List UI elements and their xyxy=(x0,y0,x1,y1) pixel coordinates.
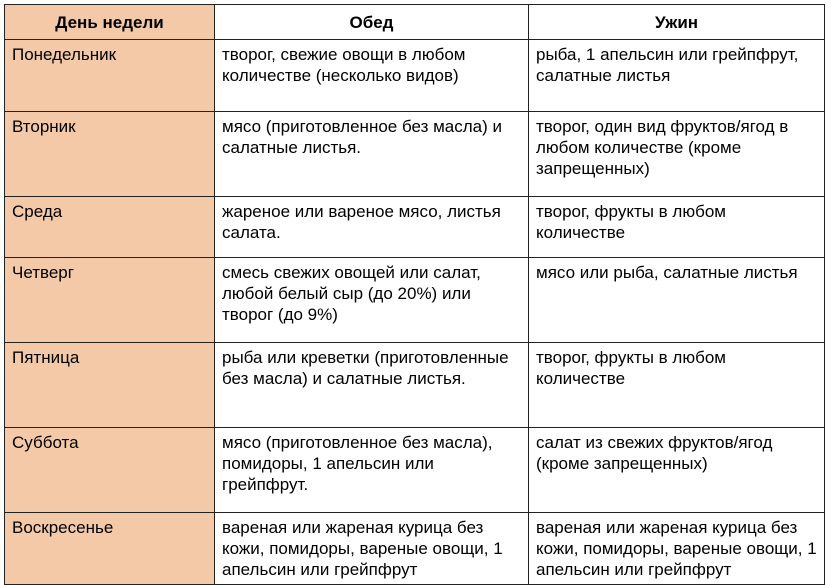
table-header-row xyxy=(5,5,825,40)
dinner-cell: творог, фрукты в любом количестве xyxy=(529,343,825,428)
dinner-cell: салат из свежих фруктов/ягод (кроме запрещенных) xyxy=(529,428,825,513)
dinner-cell: рыба, 1 апельсин или грейпфрут, салатные листья xyxy=(529,40,825,112)
table-row xyxy=(5,513,825,585)
day-cell: Четверг xyxy=(5,258,215,343)
header-lunch: Обед xyxy=(215,5,529,40)
table-row xyxy=(5,428,825,513)
day-cell: Пятница xyxy=(5,343,215,428)
lunch-cell: жареное или вареное мясо, листья салата. xyxy=(215,197,529,258)
lunch-cell: вареная или жареная курица без кожи, помидоры, вареные овощи, 1 апельсин или грейпфрут xyxy=(215,513,529,585)
dinner-cell: творог, фрукты в любом количестве xyxy=(529,197,825,258)
lunch-cell: мясо (приготовленное без масла) и салатные листья. xyxy=(215,112,529,197)
dinner-cell: мясо или рыба, салатные листья xyxy=(529,258,825,343)
day-cell: Суббота xyxy=(5,428,215,513)
day-cell: Вторник xyxy=(5,112,215,197)
dinner-cell: творог, один вид фруктов/ягод в любом количестве (кроме запрещенных) xyxy=(529,112,825,197)
day-cell: Среда xyxy=(5,197,215,258)
lunch-cell: смесь свежих овощей или салат, любой белый сыр (до 20%) или творог (до 9%) xyxy=(215,258,529,343)
lunch-cell: рыба или креветки (приготовленные без масла) и салатные листья. xyxy=(215,343,529,428)
diet-menu-table xyxy=(4,4,825,585)
lunch-cell: мясо (приготовленное без масла), помидоры, 1 апельсин или грейпфрут. xyxy=(215,428,529,513)
table-row xyxy=(5,112,825,197)
header-day: День недели xyxy=(5,5,215,40)
day-cell: Воскресенье xyxy=(5,513,215,585)
header-dinner: Ужин xyxy=(529,5,825,40)
table-row xyxy=(5,197,825,258)
table-row xyxy=(5,343,825,428)
dinner-cell: вареная или жареная курица без кожи, помидоры, вареные овощи, 1 апельсин или грейпфрут xyxy=(529,513,825,585)
table-row xyxy=(5,258,825,343)
lunch-cell: творог, свежие овощи в любом количестве (несколько видов) xyxy=(215,40,529,112)
day-cell: Понедельник xyxy=(5,40,215,112)
table-row xyxy=(5,40,825,112)
